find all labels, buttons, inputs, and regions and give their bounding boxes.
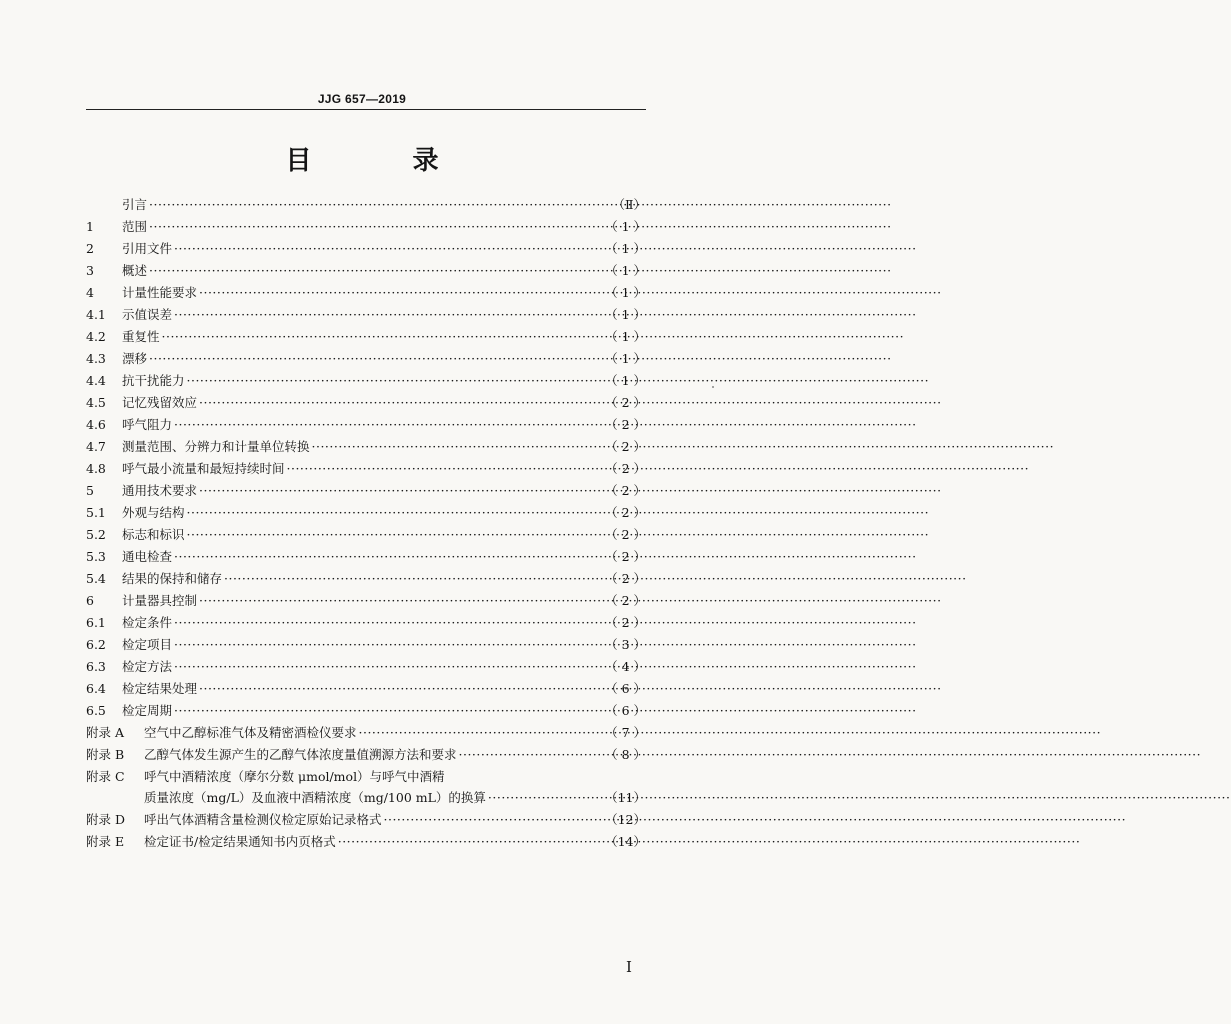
toc-entry-page: （ 2 ） bbox=[605, 549, 646, 564]
toc-entry-label: 结果的保持和储存 bbox=[122, 571, 223, 586]
toc-entry bbox=[86, 458, 646, 480]
toc-entry bbox=[86, 744, 646, 766]
toc-entry-label: 记忆残留效应 bbox=[122, 395, 198, 410]
toc-entry-page: （11） bbox=[605, 790, 646, 805]
toc-entry-number: 6 bbox=[86, 593, 94, 608]
toc-entry-page: （ 6 ） bbox=[605, 681, 646, 696]
toc-entry-number: 5 bbox=[86, 483, 94, 498]
toc-entry-label: 呼气最小流量和最短持续时间 bbox=[122, 461, 285, 476]
toc-entry-label: 测量范围、分辨力和计量单位转换 bbox=[122, 439, 310, 454]
toc-entry bbox=[86, 348, 646, 370]
toc-leader-dots bbox=[287, 458, 604, 480]
toc-entry bbox=[86, 678, 646, 700]
toc-entry-label: 检定证书/检定结果通知书内页格式 bbox=[144, 834, 336, 849]
toc-entry-label: 引言 bbox=[122, 197, 148, 212]
toc-leader-dots bbox=[224, 568, 603, 590]
toc-entry-label: 质量浓度（mg/L）及血液中酒精浓度（mg/100 mL）的换算 bbox=[144, 790, 486, 805]
toc-entry-page: （ 1 ） bbox=[605, 263, 646, 278]
toc-entry-number: 3 bbox=[86, 263, 94, 278]
toc-entry bbox=[86, 787, 646, 809]
toc-entry-label: 检定条件 bbox=[122, 615, 173, 630]
toc-entry-number: 5.2 bbox=[86, 527, 106, 542]
table-of-contents bbox=[86, 194, 646, 853]
toc-entry-label: 检定项目 bbox=[122, 637, 173, 652]
toc-entry-label: 计量器具控制 bbox=[122, 593, 198, 608]
toc-entry-page: （ 1 ） bbox=[605, 219, 646, 234]
toc-entry-number: 4 bbox=[86, 285, 94, 300]
toc-leader-dots bbox=[187, 502, 604, 524]
toc-entry-page: （ 2 ） bbox=[605, 527, 646, 542]
toc-entry-number: 5.1 bbox=[86, 505, 106, 520]
toc-entry-page: （ 2 ） bbox=[605, 439, 646, 454]
toc-entry-number: 附录 A bbox=[86, 725, 125, 740]
toc-entry bbox=[86, 260, 646, 282]
toc-entry-label: 引用文件 bbox=[122, 241, 173, 256]
toc-leader-dots bbox=[384, 809, 604, 831]
toc-entry bbox=[86, 546, 646, 568]
toc-leader-dots bbox=[187, 524, 604, 546]
toc-entry-number: 6.2 bbox=[86, 637, 106, 652]
toc-entry-number: 5.3 bbox=[86, 549, 106, 564]
toc-entry-label: 标志和标识 bbox=[122, 527, 185, 542]
toc-entry-label: 空气中乙醇标准气体及精密酒检仪要求 bbox=[144, 725, 357, 740]
toc-entry-page: （ 2 ） bbox=[605, 593, 646, 608]
page-number: I bbox=[626, 958, 632, 976]
toc-entry-label: 呼出气体酒精含量检测仪检定原始记录格式 bbox=[144, 812, 382, 827]
toc-leader-dots bbox=[199, 282, 603, 304]
toc-entry bbox=[86, 194, 646, 216]
toc-leader-dots bbox=[459, 744, 604, 766]
toc-entry-label: 漂移 bbox=[122, 351, 148, 366]
toc-entry bbox=[86, 326, 646, 348]
toc-entry bbox=[86, 634, 646, 656]
toc-leader-dots bbox=[149, 348, 603, 370]
toc-leader-dots bbox=[149, 260, 603, 282]
toc-leader-dots bbox=[199, 590, 603, 612]
toc-entry bbox=[86, 700, 646, 722]
toc-entry-label: 计量性能要求 bbox=[122, 285, 198, 300]
toc-leader-dots bbox=[199, 392, 603, 414]
toc-entry-number: 附录 E bbox=[86, 834, 125, 849]
toc-entry-number: 6.3 bbox=[86, 659, 106, 674]
toc-entry-label: 检定周期 bbox=[122, 703, 173, 718]
toc-leader-dots bbox=[162, 326, 604, 348]
toc-entry bbox=[86, 809, 646, 831]
toc-entry-number: 2 bbox=[86, 241, 94, 256]
toc-leader-dots bbox=[174, 634, 603, 656]
toc-entry-page: （ 8 ） bbox=[605, 747, 646, 762]
toc-leader-dots bbox=[174, 546, 603, 568]
toc-leader-dots bbox=[174, 656, 603, 678]
toc-entry-number: 4.6 bbox=[86, 417, 106, 432]
toc-entry-page: （ 2 ） bbox=[605, 505, 646, 520]
toc-entry bbox=[86, 414, 646, 436]
toc-entry bbox=[86, 502, 646, 524]
toc-entry-page: （ 1 ） bbox=[605, 285, 646, 300]
toc-leader-dots bbox=[174, 414, 603, 436]
toc-entry-number: 6.4 bbox=[86, 681, 106, 696]
toc-leader-dots bbox=[174, 612, 603, 634]
toc-entry-page: （ 3 ） bbox=[605, 637, 646, 652]
toc-entry-label: 抗干扰能力 bbox=[122, 373, 185, 388]
toc-entry-label: 通电检查 bbox=[122, 549, 173, 564]
toc-entry-number: 4.3 bbox=[86, 351, 106, 366]
toc-entry bbox=[86, 524, 646, 546]
header-rule bbox=[86, 109, 646, 110]
toc-entry-page: （ 1 ） bbox=[605, 351, 646, 366]
toc-entry-page: （ 1 ） bbox=[605, 329, 646, 344]
toc-entry bbox=[86, 831, 646, 853]
toc-entry-page: （ 2 ） bbox=[605, 483, 646, 498]
toc-entry-page: （ 1 ） bbox=[605, 373, 646, 388]
toc-entry bbox=[86, 370, 646, 392]
toc-leader-dots bbox=[359, 722, 604, 744]
toc-entry-number: 4.5 bbox=[86, 395, 106, 410]
document-code: JJG 657—2019 bbox=[317, 92, 407, 106]
toc-entry-page: （Ⅱ） bbox=[612, 197, 646, 212]
page-title: 目 录 bbox=[285, 146, 485, 176]
toc-entry-page: （ 1 ） bbox=[605, 241, 646, 256]
toc-entry-number: 4.7 bbox=[86, 439, 106, 454]
toc-entry-page: （ 4 ） bbox=[605, 659, 646, 674]
toc-entry-label: 乙醇气体发生源产生的乙醇气体浓度量值溯源方法和要求 bbox=[144, 747, 457, 762]
margin-speck bbox=[712, 386, 714, 388]
toc-entry-number: 4.4 bbox=[86, 373, 106, 388]
toc-entry-number: 附录 B bbox=[86, 747, 125, 762]
toc-entry-page: （ 7 ） bbox=[605, 725, 646, 740]
toc-entry-number: 附录 C bbox=[86, 769, 125, 784]
toc-entry-page: （ 2 ） bbox=[605, 461, 646, 476]
toc-entry-label: 检定结果处理 bbox=[122, 681, 198, 696]
toc-entry-label: 通用技术要求 bbox=[122, 483, 198, 498]
toc-entry-number: 4.2 bbox=[86, 329, 106, 344]
toc-entry bbox=[86, 656, 646, 678]
toc-entry-number: 4.1 bbox=[86, 307, 106, 322]
toc-entry-label: 重复性 bbox=[122, 329, 160, 344]
toc-entry bbox=[86, 304, 646, 326]
toc-entry bbox=[86, 436, 646, 458]
toc-entry-label: 范围 bbox=[122, 219, 148, 234]
toc-leader-dots bbox=[187, 370, 604, 392]
toc-entry-label: 概述 bbox=[122, 263, 148, 278]
toc-entry bbox=[86, 590, 646, 612]
toc-entry bbox=[86, 238, 646, 260]
toc-entry-page: （ 2 ） bbox=[605, 571, 646, 586]
toc-entry-label: 外观与结构 bbox=[122, 505, 185, 520]
toc-leader-dots bbox=[488, 787, 603, 809]
toc-leader-dots bbox=[199, 678, 603, 700]
toc-entry bbox=[86, 568, 646, 590]
toc-entry bbox=[86, 282, 646, 304]
toc-entry-number: 1 bbox=[86, 219, 94, 234]
toc-leader-dots bbox=[174, 304, 603, 326]
toc-entry bbox=[86, 216, 646, 238]
toc-entry-number: 附录 D bbox=[86, 812, 125, 827]
toc-entry-page: （14） bbox=[605, 834, 646, 849]
toc-entry-number: 6.5 bbox=[86, 703, 106, 718]
toc-leader-dots bbox=[174, 238, 603, 260]
toc-entry-page: （ 2 ） bbox=[605, 615, 646, 630]
toc-entry-label: 呼气中酒精浓度（摩尔分数 μmol/mol）与呼气中酒精 bbox=[144, 769, 445, 784]
toc-entry bbox=[86, 392, 646, 414]
toc-entry bbox=[86, 480, 646, 502]
toc-leader-dots bbox=[338, 831, 603, 853]
toc-entry bbox=[86, 612, 646, 634]
toc-entry-number: 4.8 bbox=[86, 461, 106, 476]
toc-leader-dots bbox=[149, 194, 606, 216]
toc-entry bbox=[86, 722, 646, 744]
toc-entry-page: （12） bbox=[605, 812, 646, 827]
toc-entry bbox=[86, 766, 646, 787]
toc-entry-page: （ 6 ） bbox=[605, 703, 646, 718]
toc-entry-label: 检定方法 bbox=[122, 659, 173, 674]
toc-entry-number: 6.1 bbox=[86, 615, 106, 630]
toc-leader-dots bbox=[199, 480, 603, 502]
toc-entry-label: 呼气阻力 bbox=[122, 417, 173, 432]
toc-leader-dots bbox=[149, 216, 603, 238]
toc-leader-dots bbox=[174, 700, 603, 722]
toc-entry-page: （ 2 ） bbox=[605, 395, 646, 410]
toc-entry-page: （ 2 ） bbox=[605, 417, 646, 432]
toc-entry-page: （ 1 ） bbox=[605, 307, 646, 322]
toc-entry-number: 5.4 bbox=[86, 571, 106, 586]
toc-entry-label: 示值误差 bbox=[122, 307, 173, 322]
toc-leader-dots bbox=[312, 436, 604, 458]
